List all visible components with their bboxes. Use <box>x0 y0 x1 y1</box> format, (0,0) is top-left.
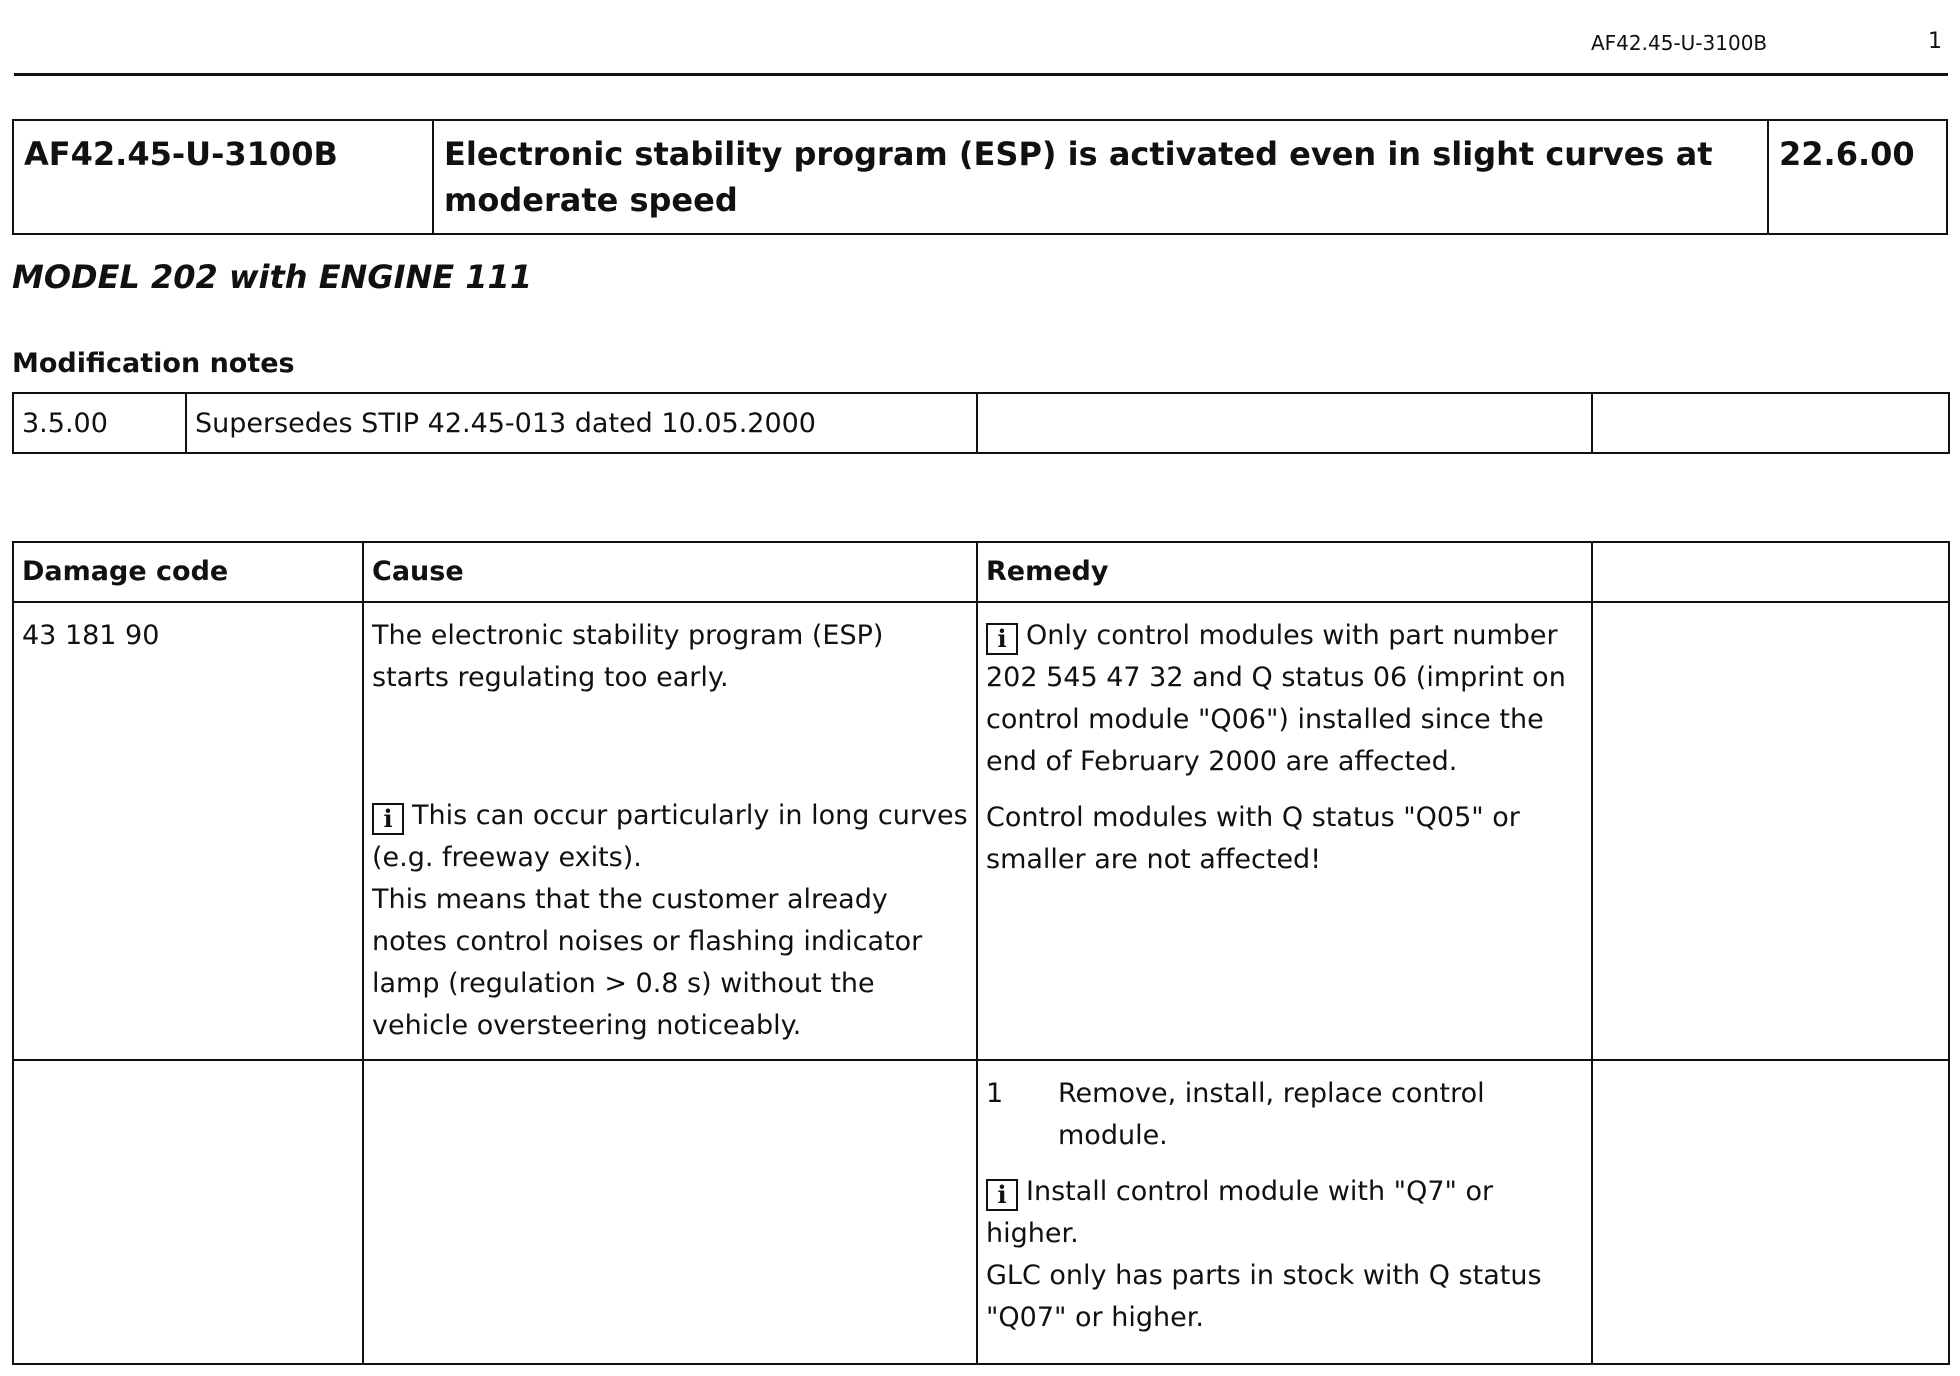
cause-text: The electronic stability program (ESP) starts regulating too early. <box>372 620 884 693</box>
header-extra <box>1592 542 1949 602</box>
remedy-note-text: Only control modules with part number 202 545 47 32 and Q status 06 (imprint on control module "Q06") installed since the end of February 2000 are affected. <box>986 620 1566 777</box>
header-divider <box>14 73 1948 76</box>
remedy-step <box>986 1073 1583 1157</box>
info-icon: i <box>372 803 404 835</box>
info-icon: i <box>986 1179 1018 1211</box>
remedy-note <box>986 1171 1583 1255</box>
table-row <box>13 602 1949 1060</box>
remedy-note <box>986 615 1583 783</box>
remedy-cell <box>977 602 1592 1060</box>
title-date: 22.6.00 <box>1768 120 1947 234</box>
damage-code-empty <box>13 1060 363 1364</box>
remedy-text: GLC only has parts in stock with Q status "Q07" or higher. <box>986 1260 1542 1333</box>
cause-text-2: This means that the customer already notes control noises or flashing indicator lamp (regulation > 0.8 s) without the vehicle oversteering noticeably. <box>372 884 923 1041</box>
model-line: MODEL 202 with ENGINE 111 <box>12 258 533 296</box>
info-icon: i <box>986 623 1018 655</box>
remedy-note-text: Install control module with "Q7" or higher. <box>986 1176 1494 1249</box>
damage-code: 43 181 90 <box>13 602 363 1060</box>
cause-note <box>372 795 968 879</box>
modification-notes-heading: Modification notes <box>12 348 295 379</box>
table-header-row <box>13 542 1949 602</box>
step-number: 1 <box>986 1078 1004 1109</box>
table-row <box>13 1060 1949 1364</box>
remedy-cell <box>977 1060 1592 1364</box>
damage-table <box>12 541 1950 1365</box>
cause-empty <box>363 1060 977 1364</box>
title-table <box>12 119 1948 235</box>
header-remedy: Remedy <box>977 542 1592 602</box>
modification-col4 <box>1592 393 1949 453</box>
page-number: 1 <box>1928 29 1942 54</box>
cause-note-text: This can occur particularly in long curves (e.g. freeway exits). <box>372 800 968 873</box>
header-doc-id: AF42.45-U-3100B <box>1591 31 1768 55</box>
title-row <box>13 120 1947 234</box>
step-text: Remove, install, replace control module. <box>1058 1078 1485 1151</box>
header-damage-code: Damage code <box>13 542 363 602</box>
modification-notes-table <box>12 392 1950 454</box>
modification-note: Supersedes STIP 42.45-013 dated 10.05.2000 <box>186 393 977 453</box>
modification-row <box>13 393 1949 453</box>
header-cause: Cause <box>363 542 977 602</box>
modification-col3 <box>977 393 1592 453</box>
modification-date: 3.5.00 <box>13 393 186 453</box>
extra-cell <box>1592 1060 1949 1364</box>
title-doc-id: AF42.45-U-3100B <box>13 120 433 234</box>
document-title: Electronic stability program (ESP) is activated even in slight curves at moderate speed <box>433 120 1768 234</box>
cause-cell <box>363 602 977 1060</box>
remedy-text: Control modules with Q status "Q05" or smaller are not affected! <box>986 802 1520 875</box>
extra-cell <box>1592 602 1949 1060</box>
